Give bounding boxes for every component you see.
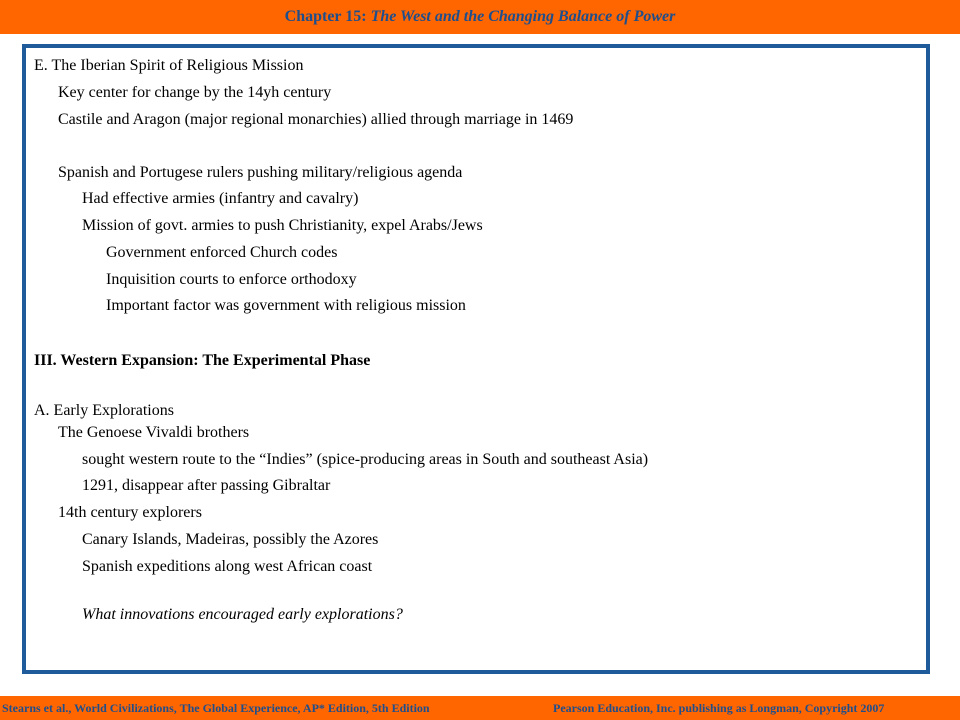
slide-footer: [0, 696, 960, 720]
bullet-vivaldi: The Genoese Vivaldi brothers: [58, 424, 250, 441]
sub-bullet-western-route: sought western route to the “Indies” (spice-producing areas in South and southeast Asia): [82, 451, 649, 468]
sub-bullet-spanish-expeditions: Spanish expeditions along west African coast: [82, 558, 373, 575]
sub-bullet-armies: Had effective armies (infantry and cavalry): [82, 190, 359, 207]
bullet-castile-aragon: Castile and Aragon (major regional monarchies) allied through marriage in 1469: [58, 111, 574, 128]
chapter-subtitle: The West and the Changing Balance of Power: [370, 8, 676, 25]
sub-sub-bullet-important-factor: Important factor was government with religious mission: [106, 297, 466, 314]
chapter-label: Chapter 15:: [284, 8, 367, 25]
bullet-14th-century: 14th century explorers: [58, 504, 202, 521]
discussion-question: What innovations encouraged early explorations?: [82, 606, 403, 623]
section-heading-iii: III. Western Expansion: The Experimental Phase: [34, 352, 371, 369]
bullet-key-center: Key center for change by the 14yh century: [58, 84, 332, 101]
sub-sub-bullet-church-codes: Government enforced Church codes: [106, 244, 338, 261]
sub-bullet-1291: 1291, disappear after passing Gibraltar: [82, 477, 331, 494]
sub-bullet-islands: Canary Islands, Madeiras, possibly the Azores: [82, 531, 379, 548]
sub-bullet-mission: Mission of govt. armies to push Christianity, expel Arabs/Jews: [82, 217, 483, 234]
footer-copyright: Pearson Education, Inc. publishing as Longman, Copyright 2007: [553, 701, 885, 715]
footer-citation: Stearns et al., World Civilizations, The Global Experience, AP* Edition, 5th Edition: [2, 701, 430, 715]
section-heading-a: A. Early Explorations: [34, 402, 174, 419]
slide-header: [0, 0, 960, 34]
sub-sub-bullet-inquisition: Inquisition courts to enforce orthodoxy: [106, 271, 357, 288]
section-heading-e: E. The Iberian Spirit of Religious Mission: [34, 57, 304, 74]
bullet-rulers-agenda: Spanish and Portugese rulers pushing military/religious agenda: [58, 164, 463, 181]
